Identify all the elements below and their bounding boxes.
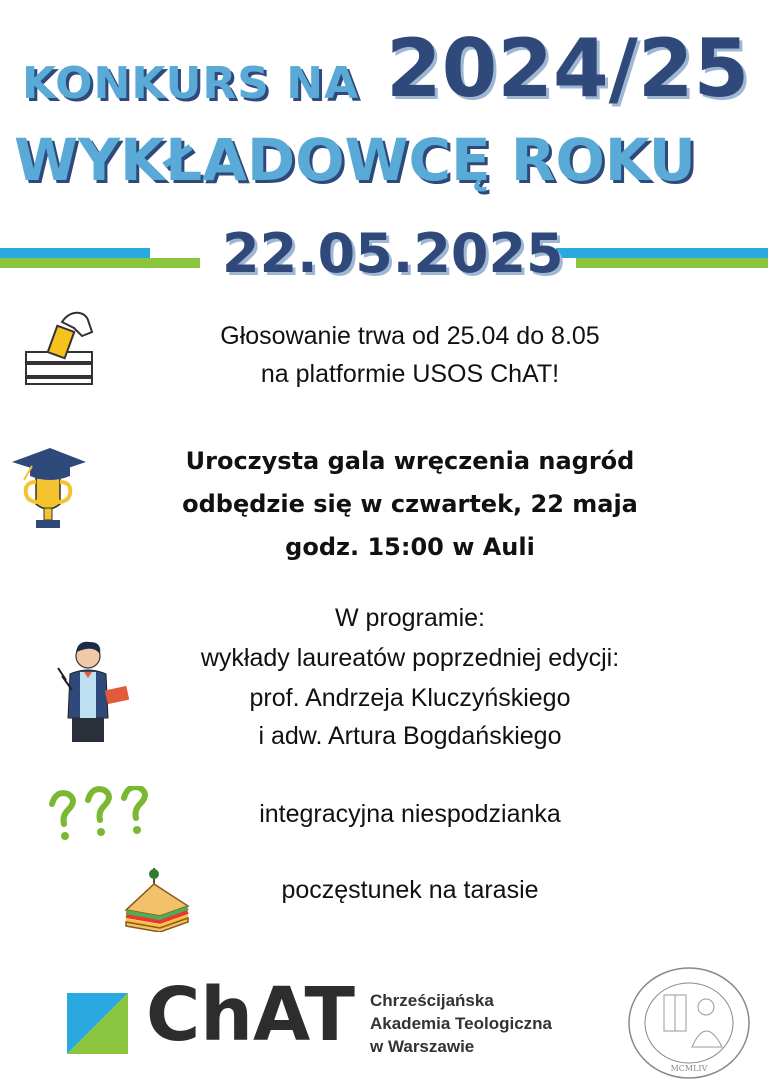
divider-right-blue — [556, 248, 768, 258]
voting-line-1: Głosowanie trwa od 25.04 do 8.05 — [220, 322, 600, 350]
title-line-2: WYKŁADOWCĘ ROKU — [14, 126, 696, 194]
voting-line-2: na platformie USOS ChAT! — [260, 360, 560, 388]
seal-year-text: MCMLIV — [670, 1064, 708, 1073]
program-line-3: prof. Andrzeja Kluczyńskiego — [249, 684, 571, 712]
refreshments-text: poczęstunek na tarasie — [281, 876, 539, 904]
program-line-1: W programie: — [334, 604, 486, 632]
divider-left-blue — [0, 248, 150, 258]
divider-right-green — [576, 258, 768, 268]
graduation-trophy-icon — [10, 444, 88, 534]
gala-line-2: odbędzie się w czwartek, 22 maja — [182, 490, 638, 518]
divider-left-green — [0, 258, 200, 268]
event-date: 22.05.2025 — [222, 222, 564, 285]
title-line-1: KONKURS NA — [22, 58, 360, 109]
institution-line-1: Chrześcijańska — [370, 991, 494, 1010]
university-seal-icon — [626, 965, 752, 1081]
institution-line-3: w Warszawie — [370, 1037, 475, 1056]
ballot-box-icon — [22, 306, 104, 388]
program-line-2: wykłady laureatów poprzedniej edycji: — [200, 644, 620, 672]
surprise-text: integracyjna niespodzianka — [259, 800, 561, 828]
teacher-icon — [54, 640, 134, 744]
chat-logo-icon — [67, 993, 128, 1054]
gala-line-3: godz. 15:00 w Auli — [285, 533, 535, 561]
academic-year: 2024/25 — [386, 22, 750, 115]
program-line-4: i adw. Artura Bogdańskiego — [258, 722, 562, 750]
logo-wordmark: ChAT — [146, 972, 355, 1058]
question-marks-icon — [46, 786, 156, 844]
gala-line-1: Uroczysta gala wręczenia nagród — [185, 447, 635, 475]
sandwich-icon — [120, 866, 194, 932]
institution-line-2: Akademia Teologiczna — [370, 1014, 553, 1033]
